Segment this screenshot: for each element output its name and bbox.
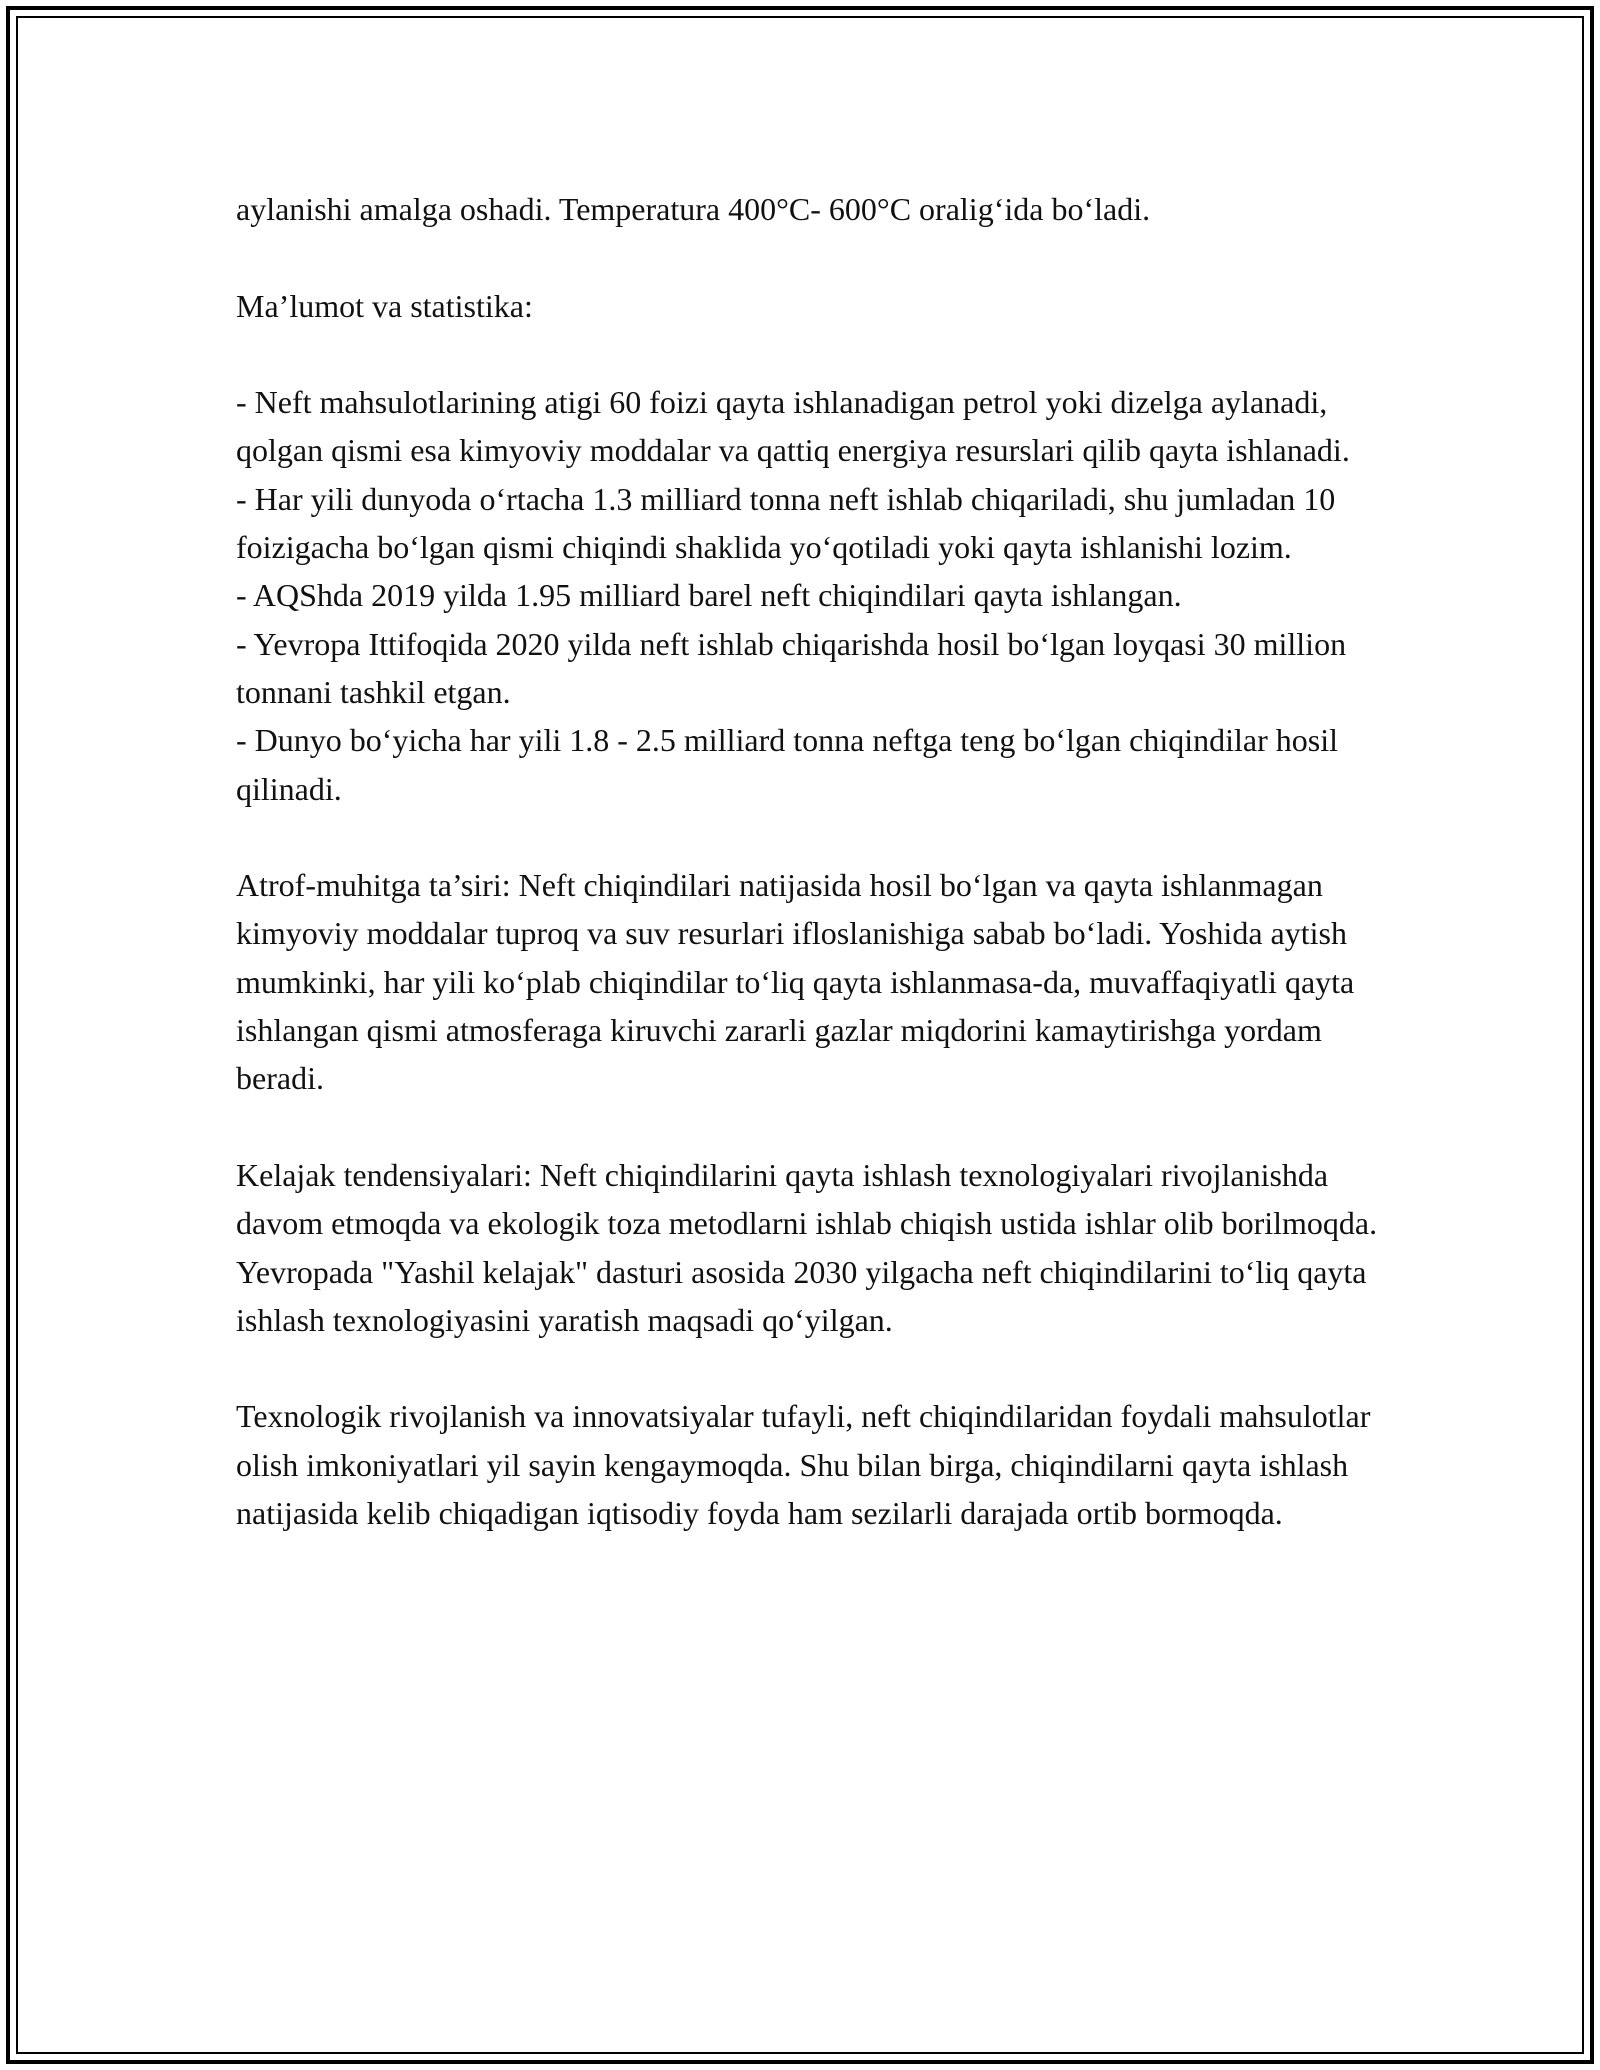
document-body [236,185,1386,1537]
stats-heading: Ma’lumot va statistika: [236,287,533,324]
paragraph-gap [236,813,1386,861]
stats-item: - AQShda 2019 yilda 1.95 milliard barel neft chiqindilari qayta ishlangan. [236,577,1182,614]
stats-item: - Dunyo bo‘yicha har yili 1.8 - 2.5 milliard tonna neftga teng bo‘lgan chiqindilar hosil qilinadi. [236,722,1338,807]
paragraph-gap [236,1344,1386,1392]
future-paragraph: Kelajak tendensiyalari: Neft chiqindilarini qayta ishlash texnologiyalari rivojlanishda davom etmoqda va ekologik toza metodlarni ishlab chiqish ustida ishlar olib borilmoqda. Yevropada "Yashil kelajak" dasturi asosida 2030 yilgacha neft chiqindilarini to‘liq qayta ishlash texnologiyasini yaratish maqsadi qo‘yilgan. [236,1156,1378,1338]
paragraph-gap [236,330,1386,378]
stats-item: - Neft mahsulotlarining atigi 60 foizi qayta ishlanadigan petrol yoki dizelga aylanadi, qolgan qismi esa kimyoviy moddalar va qattiq energiya resurslari qilib qayta ishlanadi. [236,384,1350,469]
stats-item: - Yevropa Ittifoqida 2020 yilda neft ishlab chiqarishda hosil bo‘lgan loyqasi 30 million tonnani tashkil etgan. [236,625,1347,710]
stats-item: - Har yili dunyoda o‘rtacha 1.3 milliard tonna neft ishlab chiqariladi, shu jumladan 10 foizigacha bo‘lgan qismi chiqindi shaklida yo‘qotiladi yoki qayta ishlanishi lozim. [236,480,1336,566]
conclusion-paragraph: Texnologik rivojlanish va innovatsiyalar tufayli, neft chiqindilaridan foydali mahsulotlar olish imkoniyatlari yil sayin kengaymoqda. Shu bilan birga, chiqindilarni qayta ishlash natijasida kelib chiqadigan iqtisodiy foyda ham sezilarli darajada ortib bormoqda. [236,1398,1371,1532]
intro-line: aylanishi amalga oshadi. Temperatura 400°C- 600°C oralig‘ida bo‘ladi. [236,191,1151,227]
paragraph-gap [236,1103,1386,1151]
environment-paragraph: Atrof-muhitga ta’siri: Neft chiqindilari natijasida hosil bo‘lgan va qayta ishlanmagan kimyoviy moddalar tuproq va suv resurlari ifloslanishiga sabab bo‘ladi. Yoshida aytish mumkinki, har yili ko‘plab chiqindilar to‘liq qayta ishlanmasa-da, muvaffaqiyatli qayta ishlangan qismi atmosferaga kiruvchi zararli gazlar miqdorini kamaytirishga yordam beradi. [236,867,1355,1097]
stats-list [236,378,1386,813]
paragraph-gap [236,233,1386,281]
